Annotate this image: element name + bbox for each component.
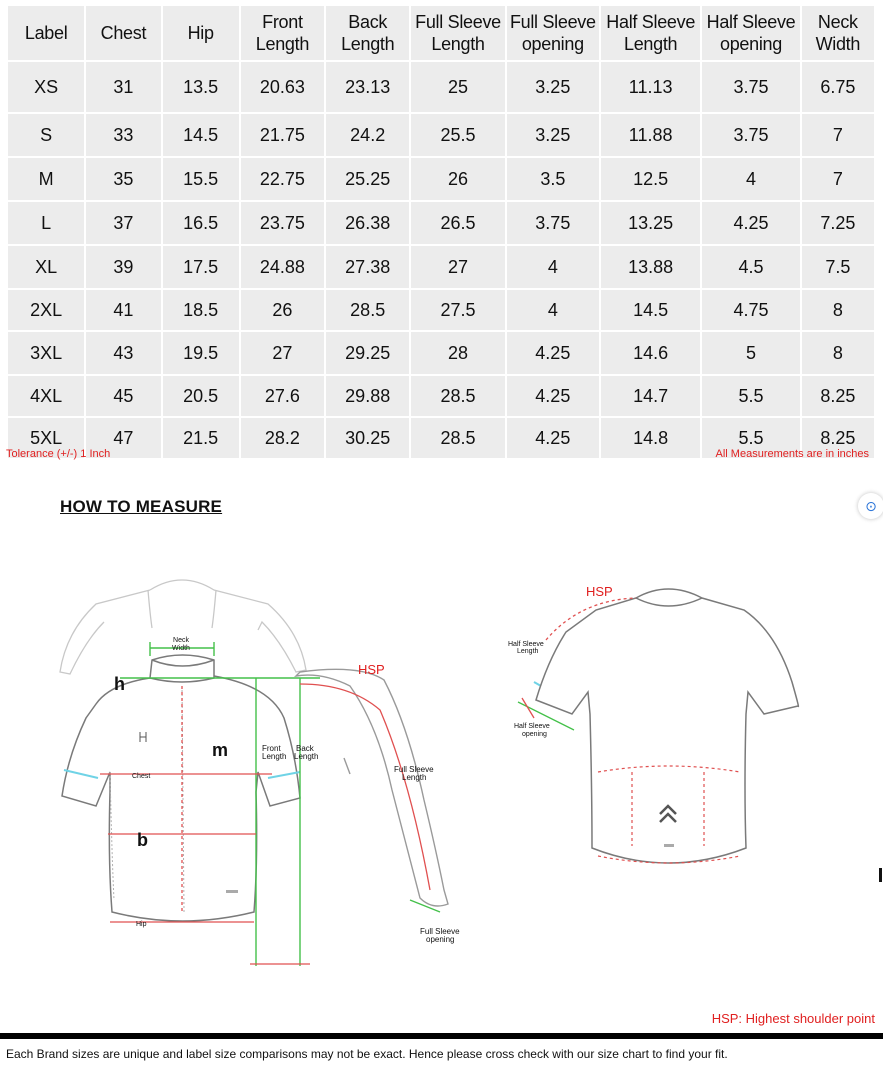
table-cell: 24.88	[241, 246, 324, 288]
table-cell: 21.5	[163, 418, 239, 458]
table-cell: 16.5	[163, 202, 239, 244]
table-cell: 7	[802, 158, 874, 200]
neck-width-label-1: Neck	[173, 637, 189, 644]
full-sleeve-length-label-1: Full Sleeve	[394, 765, 434, 774]
table-cell: 2XL	[8, 290, 84, 330]
table-cell: 26	[241, 290, 324, 330]
table-row	[8, 158, 874, 200]
table-cell: 14.5	[601, 290, 700, 330]
table-cell: XS	[8, 62, 84, 112]
table-cell: 12.5	[601, 158, 700, 200]
table-cell: 27.5	[411, 290, 504, 330]
table-cell: 11.13	[601, 62, 700, 112]
table-cell: 7.5	[802, 246, 874, 288]
table-row	[8, 246, 874, 288]
table-cell: 27.6	[241, 376, 324, 416]
how-to-measure-title: HOW TO MEASURE	[60, 497, 223, 516]
full-sleeve-opening-label-2: opening	[426, 935, 455, 944]
table-cell: 4.75	[702, 290, 799, 330]
table-cell: 7.25	[802, 202, 874, 244]
divider-bar	[0, 1033, 883, 1039]
back-tag	[664, 844, 674, 847]
hsp-label-back: HSP	[586, 584, 613, 599]
front-length-label-2: Length	[262, 752, 287, 761]
table-cell: XL	[8, 246, 84, 288]
table-cell: 8	[802, 290, 874, 330]
table-cell: 4.25	[702, 202, 799, 244]
table-cell: 4.25	[507, 332, 599, 374]
table-cell: 28	[411, 332, 504, 374]
full-sleeve-opening-label-1: Full Sleeve	[420, 927, 460, 936]
back-length-label-1: Back	[296, 744, 314, 753]
full-sleeve	[296, 669, 448, 906]
table-cell: 4	[507, 246, 599, 288]
size-chart-table	[6, 4, 876, 460]
table-cell: 25.25	[326, 158, 409, 200]
table-cell: 20.63	[241, 62, 324, 112]
table-cell: 18.5	[163, 290, 239, 330]
table-cell: 4.25	[507, 376, 599, 416]
table-cell: 19.5	[163, 332, 239, 374]
table-cell: 17.5	[163, 246, 239, 288]
table-cell: 14.6	[601, 332, 700, 374]
table-cell: 28.5	[411, 418, 504, 458]
table-cell: 3.5	[507, 158, 599, 200]
table-cell: 27.38	[326, 246, 409, 288]
header-neck-width: Neck Width	[802, 6, 874, 60]
header-chest: Chest	[86, 6, 160, 60]
table-cell: 25.5	[411, 114, 504, 156]
table-row	[8, 332, 874, 374]
header-front-length: Front Length	[241, 6, 324, 60]
table-cell: 5.5	[702, 376, 799, 416]
table-cell: 3.25	[507, 62, 599, 112]
table-cell: 35	[86, 158, 160, 200]
table-cell: 28.2	[241, 418, 324, 458]
table-cell: 29.88	[326, 376, 409, 416]
table-cell: 3.25	[507, 114, 599, 156]
header-back-length: Back Length	[326, 6, 409, 60]
table-cell: 14.7	[601, 376, 700, 416]
table-cell: 28.5	[411, 376, 504, 416]
neck-width-label-2: Width	[172, 645, 190, 652]
b-label: b	[137, 830, 148, 850]
table-cell: 21.75	[241, 114, 324, 156]
table-cell: 13.5	[163, 62, 239, 112]
table-cell: 45	[86, 376, 160, 416]
header-label: Label	[8, 6, 84, 60]
header-half-sleeve-length: Half Sleeve Length	[601, 6, 700, 60]
chest-label: Chest	[132, 773, 151, 780]
table-cell: L	[8, 202, 84, 244]
table-cell: 3.75	[507, 202, 599, 244]
edge-mark	[879, 868, 882, 882]
tolerance-note: Tolerance (+/-) 1 Inch	[6, 448, 111, 460]
table-cell: 29.25	[326, 332, 409, 374]
table-cell: 20.5	[163, 376, 239, 416]
footer-disclaimer: Each Brand sizes are unique and label size comparisons may not be exact. Hence please cross check with our size chart to find your fit.	[6, 1047, 728, 1061]
table-cell: 28.5	[326, 290, 409, 330]
front-length-label-1: Front	[262, 744, 281, 753]
table-cell: 47	[86, 418, 160, 458]
header-full-sleeve-length: Full Sleeve Length	[411, 6, 504, 60]
table-cell: 24.2	[326, 114, 409, 156]
table-cell: 23.13	[326, 62, 409, 112]
table-cell: 43	[86, 332, 160, 374]
lens-icon[interactable]: ⊙	[858, 493, 883, 519]
table-cell: S	[8, 114, 84, 156]
half-sleeve-opening-label-2: opening	[522, 731, 547, 738]
table-cell: 26.5	[411, 202, 504, 244]
table-cell: 37	[86, 202, 160, 244]
half-sleeve-length-label-2: Length	[517, 648, 539, 655]
table-cell: 3.75	[702, 62, 799, 112]
table-cell: 23.75	[241, 202, 324, 244]
table-cell: 4	[507, 290, 599, 330]
table-cell: 8.25	[802, 376, 874, 416]
table-cell: 5.5	[702, 418, 799, 458]
table-row	[8, 290, 874, 330]
header-full-sleeve-opening: Full Sleeve opening	[507, 6, 599, 60]
header-half-sleeve-opening: Half Sleeve opening	[702, 6, 799, 60]
table-cell: 6.75	[802, 62, 874, 112]
table-row	[8, 202, 874, 244]
table-cell: 4.5	[702, 246, 799, 288]
table-cell: 30.25	[326, 418, 409, 458]
m-label: m	[212, 740, 229, 760]
table-cell: M	[8, 158, 84, 200]
table-cell: 27	[411, 246, 504, 288]
table-cell: 22.75	[241, 158, 324, 200]
full-sleeve-length-label-2: Length	[402, 773, 427, 782]
back-length-label-2: Length	[294, 752, 319, 761]
front-tag	[226, 890, 238, 893]
table-cell: 5XL	[8, 418, 84, 458]
h-label: h	[114, 674, 125, 694]
half-sleeve-opening-label-1: Half Sleeve	[514, 723, 550, 730]
hsp-definition-note: HSP: Highest shoulder point	[711, 1011, 875, 1026]
table-cell: 39	[86, 246, 160, 288]
table-cell: 33	[86, 114, 160, 156]
table-cell: 25	[411, 62, 504, 112]
table-cell: 14.8	[601, 418, 700, 458]
hip-label: Hip	[136, 921, 147, 928]
table-cell: 3XL	[8, 332, 84, 374]
table-row	[8, 62, 874, 112]
table-cell: 41	[86, 290, 160, 330]
table-cell: 26	[411, 158, 504, 200]
table-row	[8, 376, 874, 416]
table-cell: 7	[802, 114, 874, 156]
table-cell: 14.5	[163, 114, 239, 156]
table-row	[8, 114, 874, 156]
table-cell: 26.38	[326, 202, 409, 244]
table-cell: 8	[802, 332, 874, 374]
table-cell: 4	[702, 158, 799, 200]
table-cell: 4.25	[507, 418, 599, 458]
how-to-measure-diagram	[0, 560, 883, 1010]
half-sleeve-length-label-1: Half Sleeve	[508, 641, 544, 648]
table-cell: 3.75	[702, 114, 799, 156]
table-cell: 15.5	[163, 158, 239, 200]
units-note: All Measurements are in inches	[715, 448, 869, 460]
table-cell: 8.25	[802, 418, 874, 458]
table-cell: 31	[86, 62, 160, 112]
table-cell: 27	[241, 332, 324, 374]
table-cell: 13.25	[601, 202, 700, 244]
back-jersey	[536, 589, 798, 863]
table-cell: 4XL	[8, 376, 84, 416]
size-chart-header-row	[8, 6, 874, 60]
header-hip: Hip	[163, 6, 239, 60]
table-cell: 11.88	[601, 114, 700, 156]
table-cell: 13.88	[601, 246, 700, 288]
table-cell: 5	[702, 332, 799, 374]
front-jersey	[62, 655, 300, 921]
hsp-label-front: HSP	[358, 662, 385, 677]
